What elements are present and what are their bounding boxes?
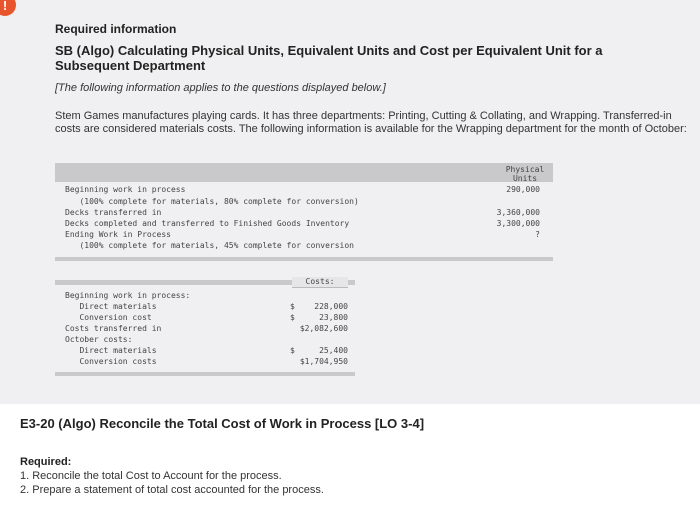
units-row-label: (100% complete for materials, 45% complete for conversion (65, 241, 354, 250)
units-row-value: ? (535, 230, 540, 239)
units-row-label: Decks completed and transferred to Finished Goods Inventory (65, 219, 350, 228)
costs-row-label: Conversion costs (65, 357, 157, 366)
required-information-heading: Required information (55, 22, 177, 36)
required-item: 2. Prepare a statement of total cost accounted for the process. (20, 484, 324, 496)
applies-note: [The following information applies to the questions displayed below.] (55, 82, 386, 94)
problem-description: Stem Games manufactures playing cards. It has three departments: Printing, Cutting & Collating, and Wrapping. Transferred-in costs are considered materials costs. The following information is available for the Wrapping department for the month of October: (55, 110, 687, 135)
units-row-label: Decks transferred in (65, 208, 162, 217)
required-label: Required: (20, 456, 72, 468)
units-row-label: Ending Work in Process (65, 230, 171, 239)
exercise-title: E3-20 (Algo) Reconcile the Total Cost of Work in Process [LO 3-4] (20, 416, 425, 431)
costs-row-label: Conversion cost (65, 313, 152, 322)
costs-row-label: Direct materials (65, 346, 157, 355)
costs-row-value: $2,082,600 (299, 324, 348, 333)
alert-icon: ! (0, 0, 16, 16)
costs-row-label: October costs: (65, 335, 133, 344)
physical-units-header: Physical Units (505, 165, 545, 183)
required-item: 1. Reconcile the total Cost to Account for the process. (20, 470, 282, 482)
units-table-bottom-bar (55, 257, 553, 261)
costs-column-header: Costs: (292, 277, 348, 288)
units-row-value: 290,000 (506, 185, 540, 194)
costs-row-label: Costs transferred in (65, 324, 162, 333)
problem-title: SB (Algo) Calculating Physical Units, Equivalent Units and Cost per Equivalent Unit for a Subsequent Department (55, 43, 603, 73)
units-table-header-bar (55, 163, 553, 182)
units-row-label: (100% complete for materials, 80% complete for conversion) (65, 197, 359, 206)
costs-row-value: $ 228,000 (290, 302, 348, 311)
units-row-value: 3,360,000 (496, 208, 540, 217)
units-row-value: 3,300,000 (496, 219, 540, 228)
costs-row-label: Beginning work in process: (65, 291, 191, 300)
costs-row-value: $ 25,400 (290, 346, 348, 355)
costs-table-bottom-bar (55, 372, 355, 376)
costs-row-value: $ 23,800 (290, 313, 348, 322)
costs-row-value: $1,704,950 (299, 357, 348, 366)
costs-row-label: Direct materials (65, 302, 157, 311)
units-row-label: Beginning work in process (65, 185, 186, 194)
